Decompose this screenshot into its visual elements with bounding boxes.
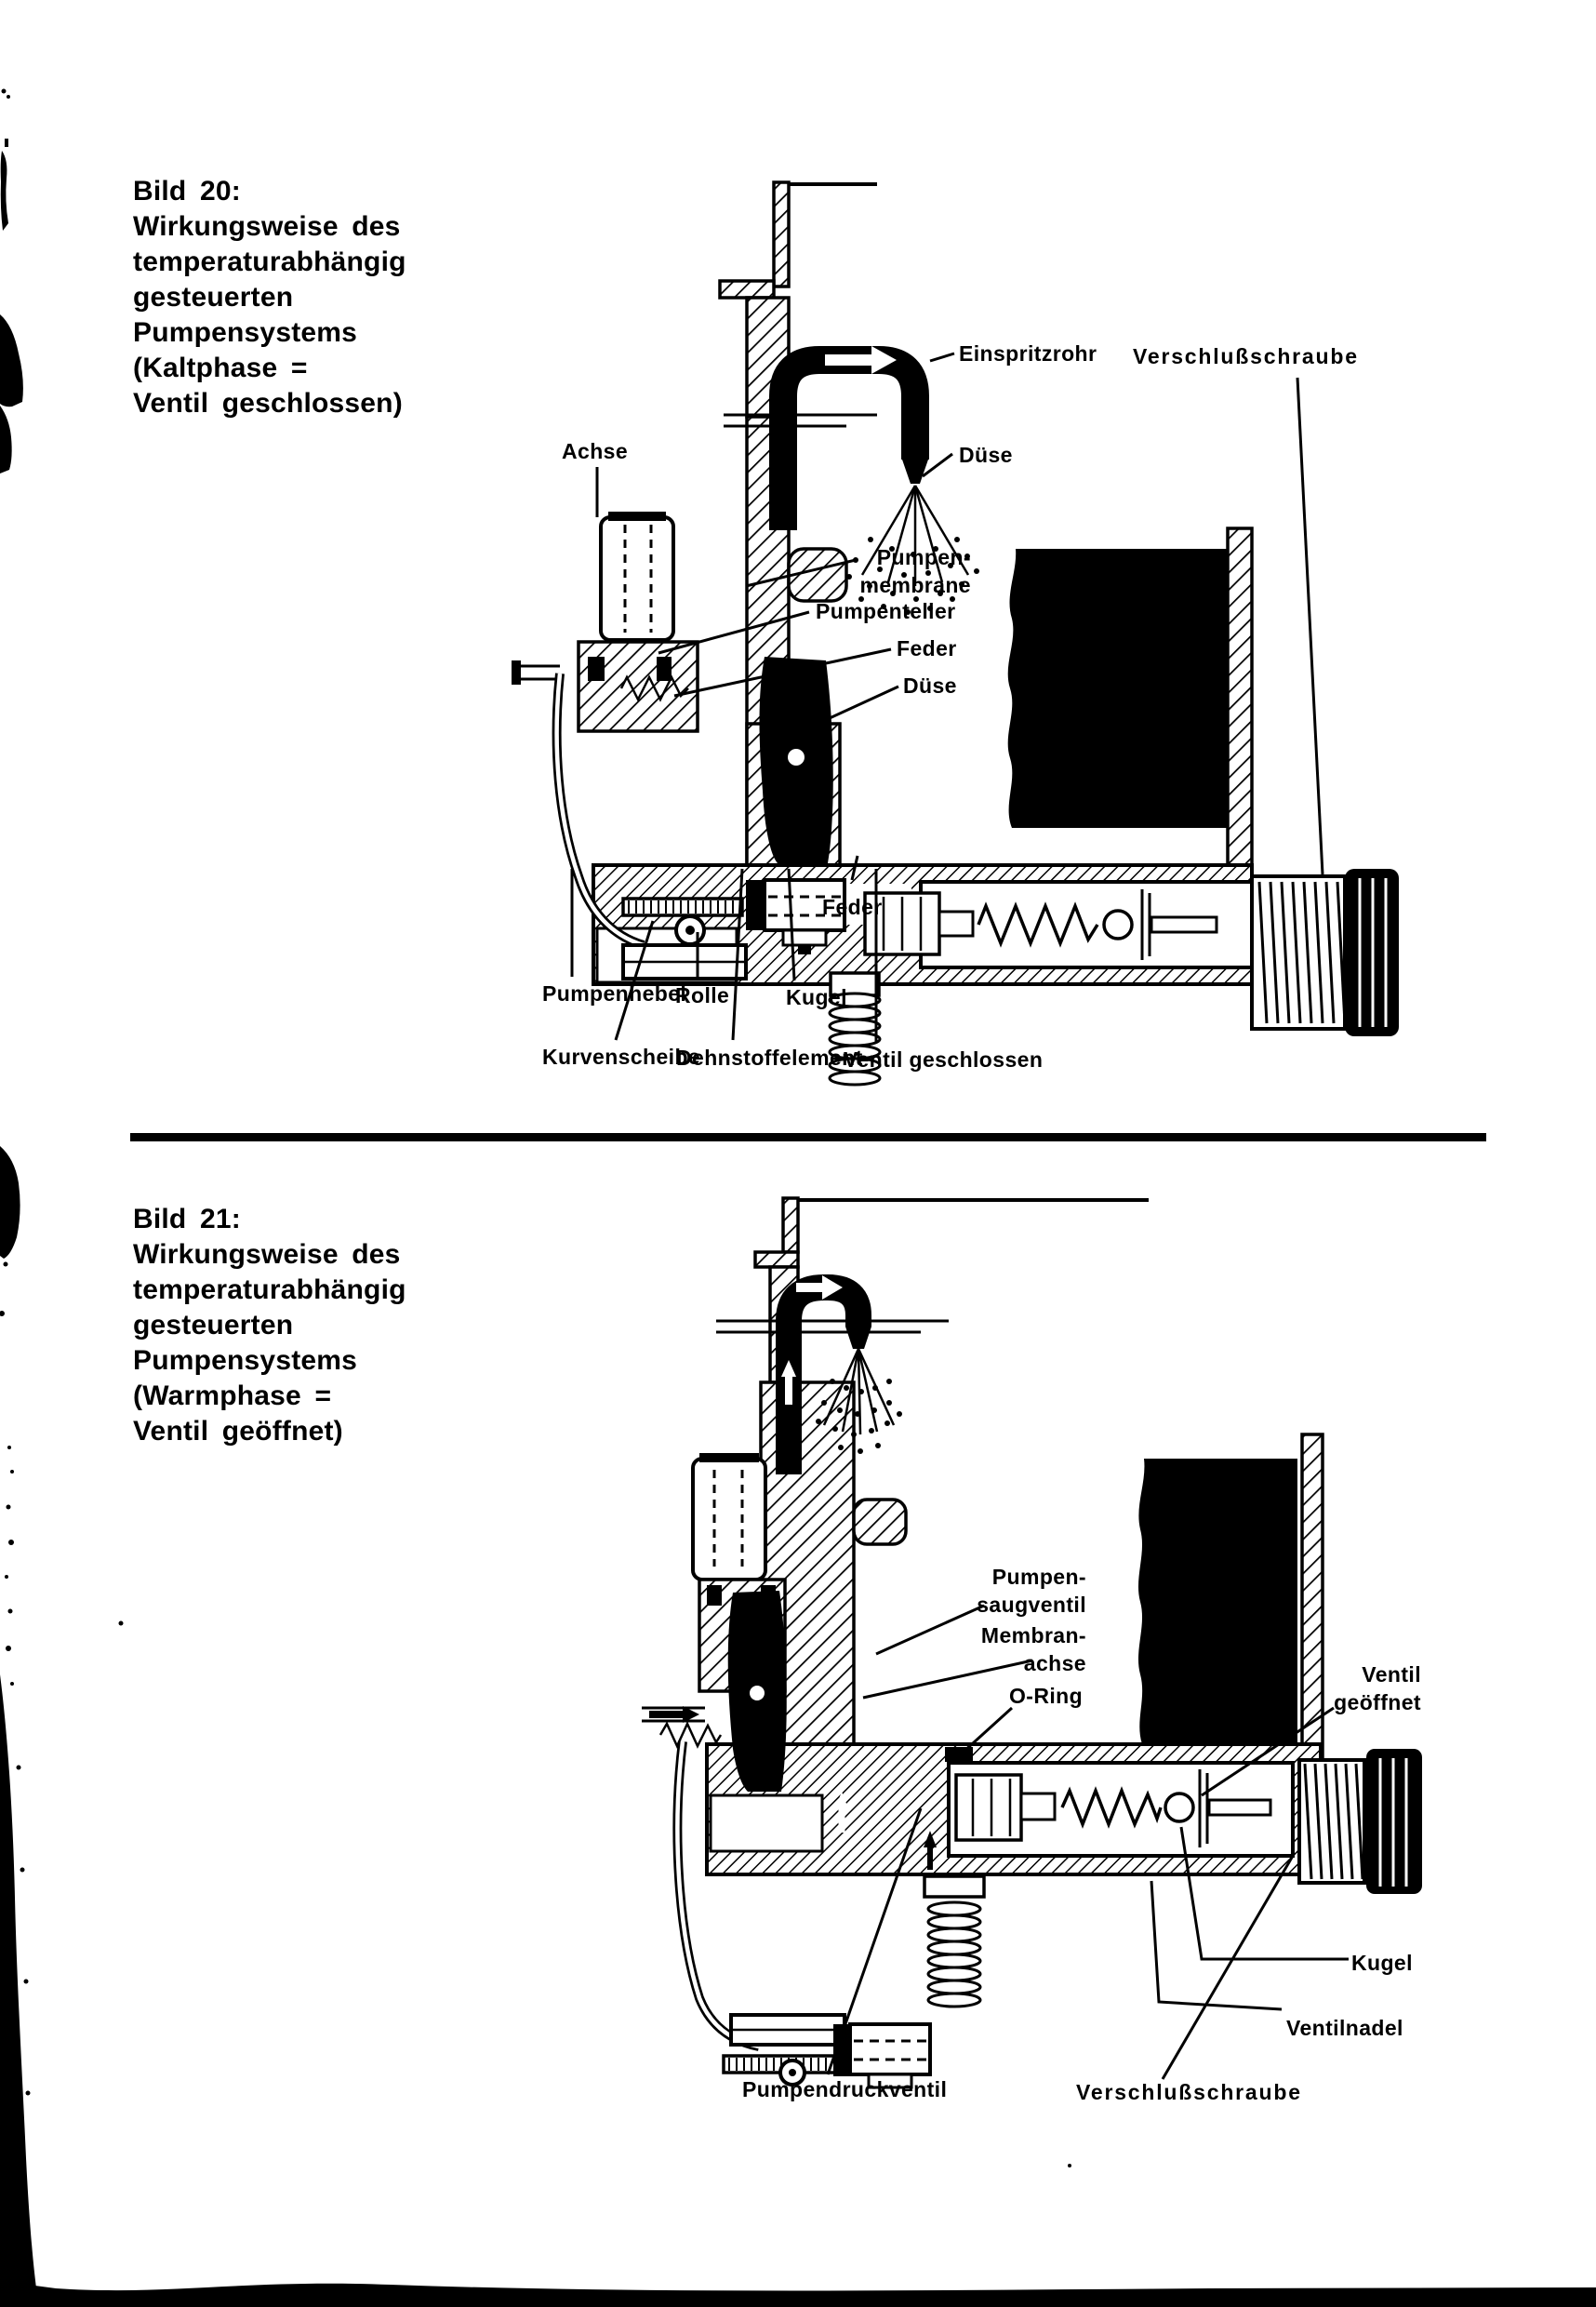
caption-line: temperaturabhängig	[133, 1274, 406, 1305]
caption-line: temperaturabhängig	[133, 247, 406, 277]
label-ventil-geschlossen: Ventil geschlossen	[844, 1047, 1044, 1072]
label-line: Membran-	[980, 1623, 1086, 1647]
label-line: saugventil	[977, 1593, 1086, 1617]
caption-line: gesteuerten	[133, 1310, 294, 1340]
label-verschlussschraube-2: Verschlußschraube	[1076, 2080, 1302, 2104]
label-line: geöffnet	[1334, 1690, 1421, 1714]
caption-line: gesteuerten	[133, 282, 294, 313]
label-rolle: Rolle	[675, 983, 730, 1007]
label-ventilnadel: Ventilnadel	[1286, 2016, 1403, 2040]
label-kurvenscheibe: Kurvenscheibe	[542, 1045, 701, 1069]
caption-line: Pumpensystems	[133, 1345, 358, 1376]
label-dehnstoffelement: Dehnstoffelement	[676, 1046, 863, 1070]
caption-line: Pumpensystems	[133, 317, 358, 348]
caption-line: Bild 20:	[133, 176, 241, 207]
label-pumpenhebel: Pumpenhebel	[542, 981, 687, 1006]
label-membranachse	[981, 1621, 1086, 1677]
label-duese-oben: Düse	[959, 443, 1013, 467]
label-ventil-geoeffnet	[1334, 1660, 1421, 1716]
caption-line: Wirkungsweise des	[133, 211, 401, 242]
label-pumpenteller: Pumpenteller	[816, 599, 956, 623]
caption-line: Bild 21:	[133, 1204, 241, 1234]
caption-line: Ventil geschlossen)	[133, 388, 403, 419]
caption-line: (Warmphase =	[133, 1380, 332, 1411]
label-duese-mitte: Düse	[903, 673, 957, 698]
figure21-caption	[133, 1202, 406, 1449]
label-kugel: Kugel	[786, 985, 847, 1009]
label-oring: O-Ring	[1009, 1684, 1084, 1708]
label-pumpenmembrane	[859, 543, 971, 599]
caption-line: Wirkungsweise des	[133, 1239, 401, 1270]
label-line: Pumpen-	[876, 545, 971, 569]
label-feder-ventil: Feder	[822, 895, 883, 919]
section-divider	[130, 1133, 1486, 1141]
label-achse: Achse	[562, 439, 629, 463]
label-feder-membran: Feder	[897, 636, 957, 660]
label-line: Pumpen-	[991, 1565, 1086, 1589]
label-verschlussschraube: Verschlußschraube	[1133, 344, 1359, 368]
label-line: membrane	[859, 573, 971, 597]
label-line: Ventil	[1362, 1662, 1421, 1687]
caption-line: (Kaltphase =	[133, 353, 308, 383]
caption-line: Ventil geöffnet)	[133, 1416, 343, 1447]
figure21-drawing	[642, 1191, 1596, 2140]
label-pumpensaugventil	[977, 1563, 1086, 1619]
label-pumpendruckventil: Pumpendruckventil	[742, 2077, 948, 2101]
label-kugel-2: Kugel	[1351, 1951, 1413, 1975]
label-einspritzrohr: Einspritzrohr	[959, 341, 1097, 366]
label-line: achse	[1023, 1651, 1086, 1675]
